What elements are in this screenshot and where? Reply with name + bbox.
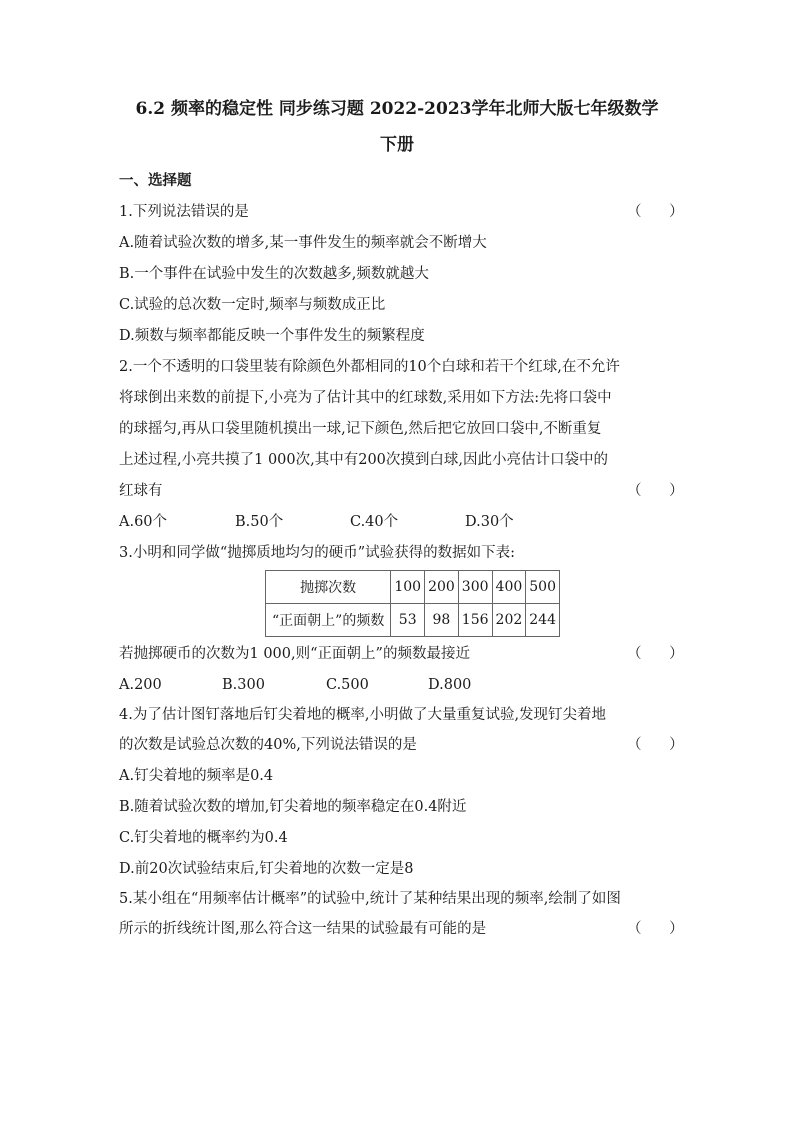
q2-line-1: 2.一个不透明的口袋里装有除颜色外都相同的10个白球和若干个红球,在不允许 <box>119 359 620 375</box>
table-row-label: “正面朝上”的频数 <box>266 604 391 637</box>
q1-option-a: A.随着试验次数的增多,某一事件发生的频率就会不断增大 <box>119 235 487 251</box>
q4-line-1: 4.为了估计图钉落地后钉尖着地的概率,小明做了大量重复试验,发现钉尖着地 <box>119 707 607 723</box>
q1-stem: 1.下列说法错误的是 <box>119 204 249 220</box>
document-title: 6.2 频率的稳定性 同步练习题 2022-2023学年北师大版七年级数学 <box>135 99 659 119</box>
table-row-label: 抛掷次数 <box>266 571 391 604</box>
q2-option-b: B.50个 <box>235 514 284 530</box>
table-cell: 53 <box>391 604 425 637</box>
q3-option-d: D.800 <box>428 677 472 693</box>
q4-line-2: 的次数是试验总次数的40%,下列说法错误的是 <box>119 737 417 753</box>
q5-answer-blank: （ ） <box>627 921 684 937</box>
table-cell: 156 <box>458 604 492 637</box>
q2-line-3: 的球摇匀,再从口袋里随机摸出一球,记下颜色,然后把它放回口袋中,不断重复 <box>119 421 602 437</box>
table-cell: 400 <box>492 571 526 604</box>
section-heading-choice: 一、选择题 <box>119 172 192 189</box>
q4-option-b: B.随着试验次数的增加,钉尖着地的频率稳定在0.4附近 <box>119 799 467 815</box>
q4-option-d: D.前20次试验结束后,钉尖着地的次数一定是8 <box>119 861 414 877</box>
q2-answer-blank: （ ） <box>627 483 684 499</box>
q4-answer-blank: （ ） <box>627 737 684 753</box>
table-row <box>266 604 560 637</box>
table-cell: 202 <box>492 604 526 637</box>
q3-stem: 若抛掷硬币的次数为1 000,则“正面朝上”的频数最接近 <box>119 646 470 662</box>
q2-option-c: C.40个 <box>350 514 399 530</box>
table-cell: 100 <box>391 571 425 604</box>
q3-option-b: B.300 <box>222 677 265 693</box>
q3-intro: 3.小明和同学做“抛掷质地均匀的硬币”试验获得的数据如下表: <box>119 545 516 561</box>
q2-line-5: 红球有 <box>119 483 163 499</box>
document-title-continued: 下册 <box>380 135 414 155</box>
table-row <box>266 571 560 604</box>
q2-line-4: 上述过程,小亮共摸了1 000次,其中有200次摸到白球,因此小亮估计口袋中的 <box>119 452 609 468</box>
q2-line-2: 将球倒出来数的前提下,小亮为了估计其中的红球数,采用如下方法:先将口袋中 <box>119 390 612 406</box>
q4-option-a: A.钉尖着地的频率是0.4 <box>119 768 274 784</box>
q5-line-2: 所示的折线统计图,那么符合这一结果的试验最有可能的是 <box>119 921 487 937</box>
table-cell: 98 <box>425 604 459 637</box>
table-cell: 500 <box>526 571 560 604</box>
q5-line-1: 5.某小组在“用频率估计概率”的试验中,统计了某种结果出现的频率,绘制了如图 <box>119 891 621 907</box>
q1-option-d: D.频数与频率都能反映一个事件发生的频繁程度 <box>119 328 425 344</box>
q1-option-b: B.一个事件在试验中发生的次数越多,频数就越大 <box>119 266 429 282</box>
q2-option-d: D.30个 <box>465 514 514 530</box>
table-cell: 300 <box>458 571 492 604</box>
q3-answer-blank: （ ） <box>627 646 684 662</box>
q3-option-c: C.500 <box>326 677 369 693</box>
q1-answer-blank: （ ） <box>627 204 684 220</box>
q3-option-a: A.200 <box>119 677 162 693</box>
q4-option-c: C.钉尖着地的概率约为0.4 <box>119 830 288 846</box>
q1-option-c: C.试验的总次数一定时,频率与频数成正比 <box>119 297 386 313</box>
table-cell: 244 <box>526 604 560 637</box>
coin-toss-table <box>265 570 560 637</box>
q2-option-a: A.60个 <box>119 514 168 530</box>
table-cell: 200 <box>425 571 459 604</box>
